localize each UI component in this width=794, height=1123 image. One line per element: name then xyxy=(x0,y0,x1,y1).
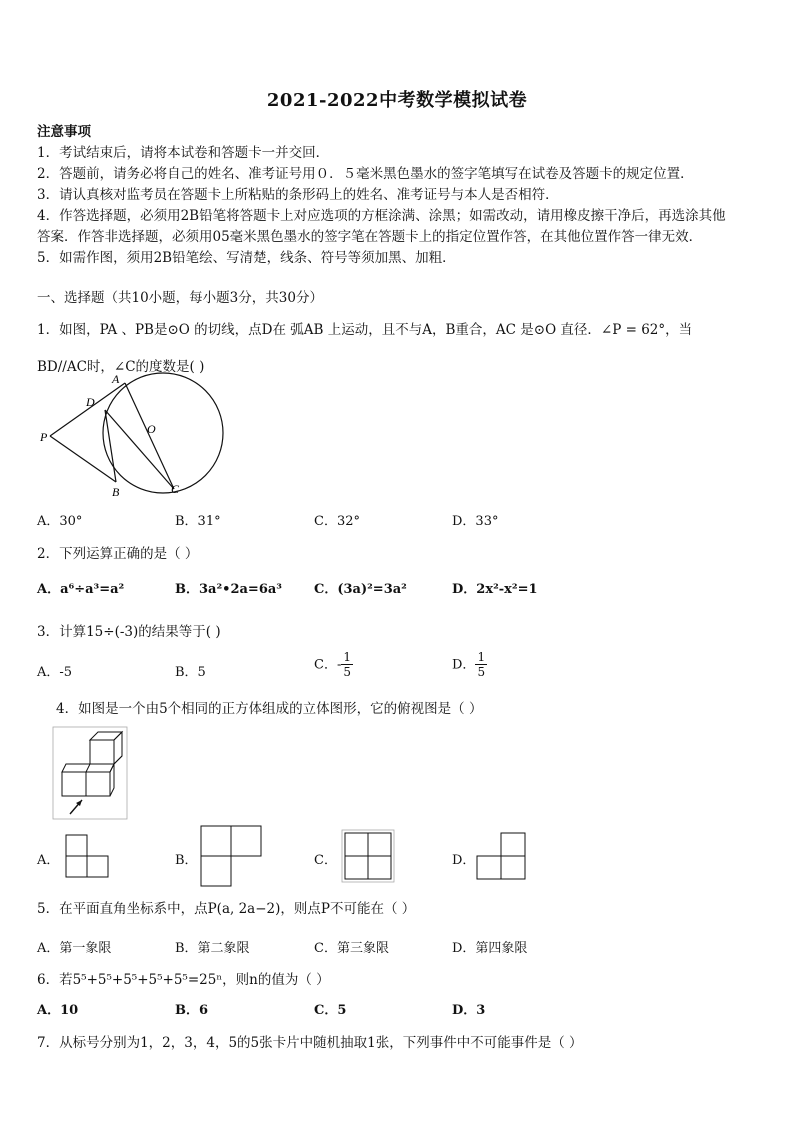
q3-option-d xyxy=(452,650,487,680)
q6-option-d: D．3 xyxy=(452,1003,486,1018)
q4-option-b: B． xyxy=(175,853,198,868)
label-a: A xyxy=(112,372,120,386)
label-c: C xyxy=(171,482,180,496)
q4-option-a-shape xyxy=(65,834,109,878)
notice-item-4-cont: 答案．作答非选择题，必须用05毫米黑色墨水的签字笔在答题卡上的指定位置作答，在其他位置作答一律无效． xyxy=(37,229,703,245)
q6-text: 6．若5⁵+5⁵+5⁵+5⁵+5⁵=25ⁿ，则n的值为（ ） xyxy=(37,972,330,988)
q2-option-c: C．(3a)²=3a² xyxy=(314,582,407,597)
q4-option-c: C． xyxy=(314,853,337,868)
notice-item-4: 4．作答选择题，必须用2B铅笔将答题卡上对应选项的方框涂满、涂黑；如需改动，请用橡皮擦干净后，再选涂其他 xyxy=(37,208,726,224)
q6-option-b: B．6 xyxy=(175,1003,209,1018)
q5-option-a: A．第一象限 xyxy=(37,941,112,956)
q1-circle-figure xyxy=(30,370,220,505)
q5-text: 5．在平面直角坐标系中，点P(a, 2a−2)，则点P不可能在（ ） xyxy=(37,901,416,917)
label-d: D xyxy=(86,395,95,409)
label-p: P xyxy=(40,430,48,444)
q3-option-c-prefix: C．- xyxy=(314,657,342,673)
notice-heading: 注意事项 xyxy=(37,124,91,140)
q1-option-c: C．32° xyxy=(314,514,360,529)
label-o: O xyxy=(147,422,156,436)
tangent-pb xyxy=(50,436,116,482)
circle-o xyxy=(103,373,223,493)
q3-option-d-fraction: $\frac{1}{5}$ xyxy=(477,650,486,680)
q5-option-b: B．第二象限 xyxy=(175,941,250,956)
q3-option-c-fraction: $\frac{1}{5}$ xyxy=(343,650,351,680)
q1-text: 1．如图，PA 、PB是⊙O 的切线，点D在 弧AB 上运动，且不与A，B重合，AC 是⊙O 直径．∠P = 62°，当 xyxy=(37,322,693,338)
label-b: B xyxy=(112,485,120,499)
q4-option-d-shape xyxy=(476,832,526,880)
q7-text: 7．从标号分别为1，2，3，4，5的5张卡片中随机抽取1张，下列事件中不可能事件是（ ） xyxy=(37,1035,583,1051)
q6-option-c: C．5 xyxy=(314,1003,347,1018)
q5-option-d: D．第四象限 xyxy=(452,941,528,956)
notice-item-3: 3．请认真核对监考员在答题卡上所粘贴的条形码上的姓名、准考证号与本人是否相符． xyxy=(37,187,559,203)
q3-text: 3．计算15÷(-3)的结果等于( ) xyxy=(37,624,221,640)
q1-text-cont: BD//AC时，∠C的度数是( ) xyxy=(37,359,205,375)
q3-option-d-prefix: D． xyxy=(452,657,476,673)
tangent-pa xyxy=(50,383,125,436)
q2-option-a: A．a⁶÷a³=a² xyxy=(37,582,125,597)
q6-option-a: A．10 xyxy=(37,1003,79,1018)
q2-option-b: B．3a²•2a=6a³ xyxy=(175,582,282,597)
notice-item-2: 2．答题前，请务必将自己的姓名、准考证号用０．５毫米黑色墨水的签字笔填写在试卷及答题卡的规定位置． xyxy=(37,166,694,182)
q5-option-c: C．第三象限 xyxy=(314,941,389,956)
q4-option-c-shape xyxy=(341,829,395,883)
q1-option-a: A．30° xyxy=(37,514,83,529)
q4-option-b-shape xyxy=(200,825,262,887)
q4-text: 4．如图是一个由5个相同的正方体组成的立体图形，它的俯视图是（ ） xyxy=(56,701,483,717)
page-title: 2021-2022中考数学模拟试卷 xyxy=(266,90,528,111)
q1-option-b: B．31° xyxy=(175,514,221,529)
q2-option-d: D．2x²-x²=1 xyxy=(452,582,538,597)
q4-option-d: D． xyxy=(452,853,476,868)
q1-option-d: D．33° xyxy=(452,514,499,529)
q3-option-a: A．-5 xyxy=(37,665,73,680)
q4-option-a: A． xyxy=(37,853,60,868)
section-heading: 一、选择题（共10小题，每小题3分，共30分） xyxy=(37,290,323,306)
diameter-ac xyxy=(125,383,174,489)
q2-text: 2．下列运算正确的是（ ） xyxy=(37,546,199,562)
q3-option-b: B．5 xyxy=(175,665,206,680)
notice-item-1: 1．考试结束后，请将本试卷和答题卡一并交回． xyxy=(37,145,330,161)
q3-option-c xyxy=(314,650,353,680)
q4-cube-figure xyxy=(52,726,128,820)
notice-item-5: 5．如需作图，须用2B铅笔绘、写清楚，线条、符号等须加黑、加粗． xyxy=(37,250,456,266)
